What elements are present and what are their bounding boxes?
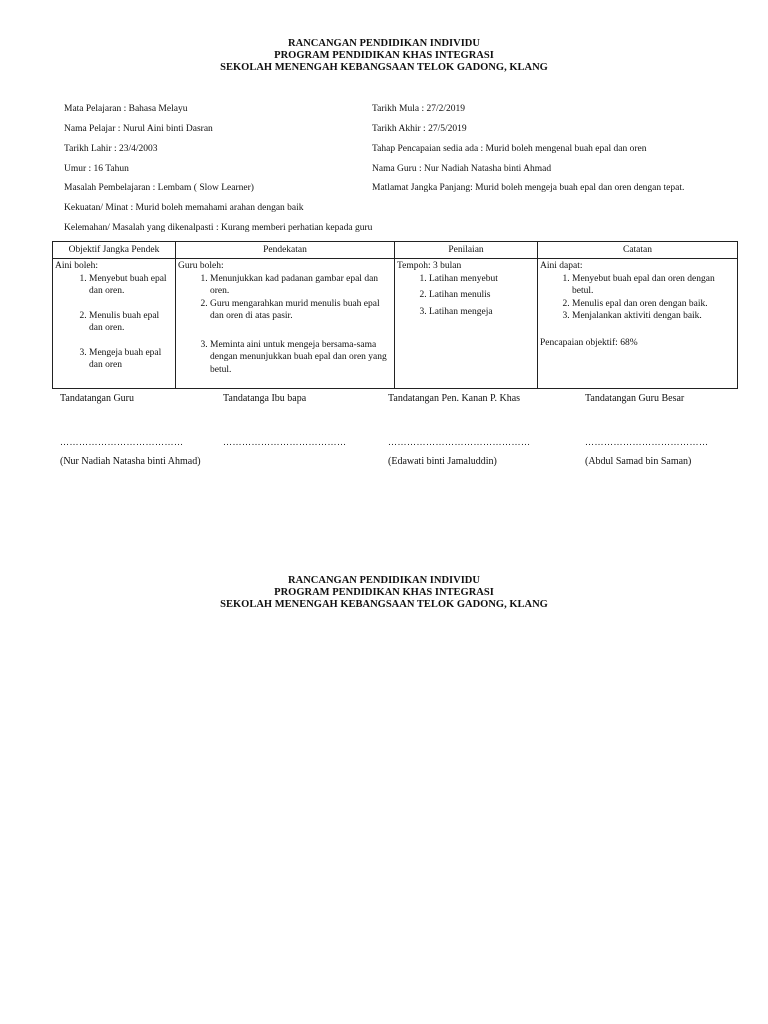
penilaian-intro: Tempoh: 3 bulan bbox=[397, 261, 462, 271]
catatan-intro: Aini dapat: bbox=[540, 261, 583, 271]
list-item: 2. Guru mengarahkan murid menulis buah epal dan oren di atas pasir. bbox=[210, 298, 392, 323]
signature-label-ibu-bapa: Tandatanga Ibu bapa bbox=[223, 393, 307, 404]
list-item: 3. Latihan mengeja bbox=[429, 306, 535, 319]
list-item: 3. Meminta aini untuk mengeja bersama-sama dengan menunjukkan buah epal dan oren yang betul. bbox=[210, 339, 392, 377]
signature-line-ibu-bapa: ………………………………… bbox=[223, 437, 347, 447]
signature-line-pen-kanan: ……………………………………… bbox=[388, 437, 531, 447]
header-penilaian: Penilaian bbox=[395, 242, 538, 259]
info-tarikh-akhir: Tarikh Akhir : 27/5/2019 bbox=[372, 124, 467, 134]
signature-line-guru-besar: ………………………………… bbox=[585, 437, 709, 447]
list-item: 3. Mengeja buah epal dan oren bbox=[89, 347, 173, 372]
cell-catatan bbox=[538, 259, 738, 389]
catatan-list bbox=[540, 273, 735, 323]
signature-label-guru: Tandatangan Guru bbox=[60, 393, 134, 404]
list-item: 2. Latihan menulis bbox=[429, 289, 535, 302]
header-objektif: Objektif Jangka Pendek bbox=[53, 242, 176, 259]
cell-objektif bbox=[53, 259, 176, 389]
info-tarikh-lahir: Tarikh Lahir : 23/4/2003 bbox=[64, 144, 158, 154]
header-school: SEKOLAH MENENGAH KEBANGSAAN TELOK GADONG, KLANG bbox=[220, 62, 548, 73]
document-header-second bbox=[0, 575, 768, 611]
signature-name-guru: (Nur Nadiah Natasha binti Ahmad) bbox=[60, 456, 201, 467]
info-masalah: Masalah Pembelajaran : Lembam ( Slow Learner) bbox=[64, 183, 254, 193]
signature-line-guru: ………………………………… bbox=[60, 437, 184, 447]
signature-name-pen-kanan: (Edawati binti Jamaluddin) bbox=[388, 456, 497, 467]
list-item: 1. Menyebut buah epal dan oren dengan betul. bbox=[572, 273, 735, 298]
header-pendekatan: Pendekatan bbox=[176, 242, 395, 259]
list-item: 2. Menulis buah epal dan oren. bbox=[89, 310, 173, 335]
info-tarikh-mula: Tarikh Mula : 27/2/2019 bbox=[372, 104, 466, 114]
table-row bbox=[53, 259, 738, 389]
info-nama-pelajar: Nama Pelajar : Nurul Aini binti Dasran bbox=[64, 124, 213, 134]
info-kelemahan: Kelemahan/ Masalah yang dikenalpasti : Kurang memberi perhatian kepada guru bbox=[64, 223, 373, 233]
list-item: 2. Menulis epal dan oren dengan baik. bbox=[572, 298, 735, 311]
header-catatan: Catatan bbox=[538, 242, 738, 259]
document-header bbox=[0, 38, 768, 74]
signature-label-guru-besar: Tandatangan Guru Besar bbox=[585, 393, 685, 404]
header-title: RANCANGAN PENDIDIKAN INDIVIDU bbox=[288, 575, 480, 586]
objektif-list bbox=[55, 273, 173, 372]
objektif-intro: Aini boleh: bbox=[55, 261, 99, 271]
penilaian-list bbox=[397, 273, 535, 319]
list-item: 3. Menjalankan aktiviti dengan baik. bbox=[572, 310, 735, 323]
pendekatan-intro: Guru boleh: bbox=[178, 261, 224, 271]
pendekatan-list bbox=[178, 273, 392, 377]
info-matlamat: Matlamat Jangka Panjang: Murid boleh mengeja buah epal dan oren dengan tepat. bbox=[372, 183, 685, 193]
header-program: PROGRAM PENDIDIKAN KHAS INTEGRASI bbox=[274, 587, 494, 598]
info-kekuatan: Kekuatan/ Minat : Murid boleh memahami arahan dengan baik bbox=[64, 203, 304, 213]
list-item: 1. Latihan menyebut bbox=[429, 273, 535, 286]
signature-label-pen-kanan: Tandatangan Pen. Kanan P. Khas bbox=[388, 393, 521, 404]
info-nama-guru: Nama Guru : Nur Nadiah Natasha binti Ahmad bbox=[372, 164, 552, 174]
header-title: RANCANGAN PENDIDIKAN INDIVIDU bbox=[288, 38, 480, 49]
signature-name-guru-besar: (Abdul Samad bin Saman) bbox=[585, 456, 692, 467]
table-header-row bbox=[53, 242, 738, 259]
pencapaian-objektif: Pencapaian objektif: 68% bbox=[540, 337, 638, 348]
cell-pendekatan bbox=[176, 259, 395, 389]
plan-table bbox=[52, 241, 738, 389]
header-school: SEKOLAH MENENGAH KEBANGSAAN TELOK GADONG, KLANG bbox=[220, 599, 548, 610]
info-mata-pelajaran: Mata Pelajaran : Bahasa Melayu bbox=[64, 104, 188, 114]
list-item: 1. Menyebut buah epal dan oren. bbox=[89, 273, 173, 298]
header-program: PROGRAM PENDIDIKAN KHAS INTEGRASI bbox=[274, 50, 494, 61]
info-umur: Umur : 16 Tahun bbox=[64, 164, 129, 174]
cell-penilaian bbox=[395, 259, 538, 389]
list-item: 1. Menunjukkan kad padanan gambar epal dan oren. bbox=[210, 273, 392, 298]
info-tahap: Tahap Pencapaian sedia ada : Murid boleh mengenal buah epal dan oren bbox=[372, 144, 647, 154]
